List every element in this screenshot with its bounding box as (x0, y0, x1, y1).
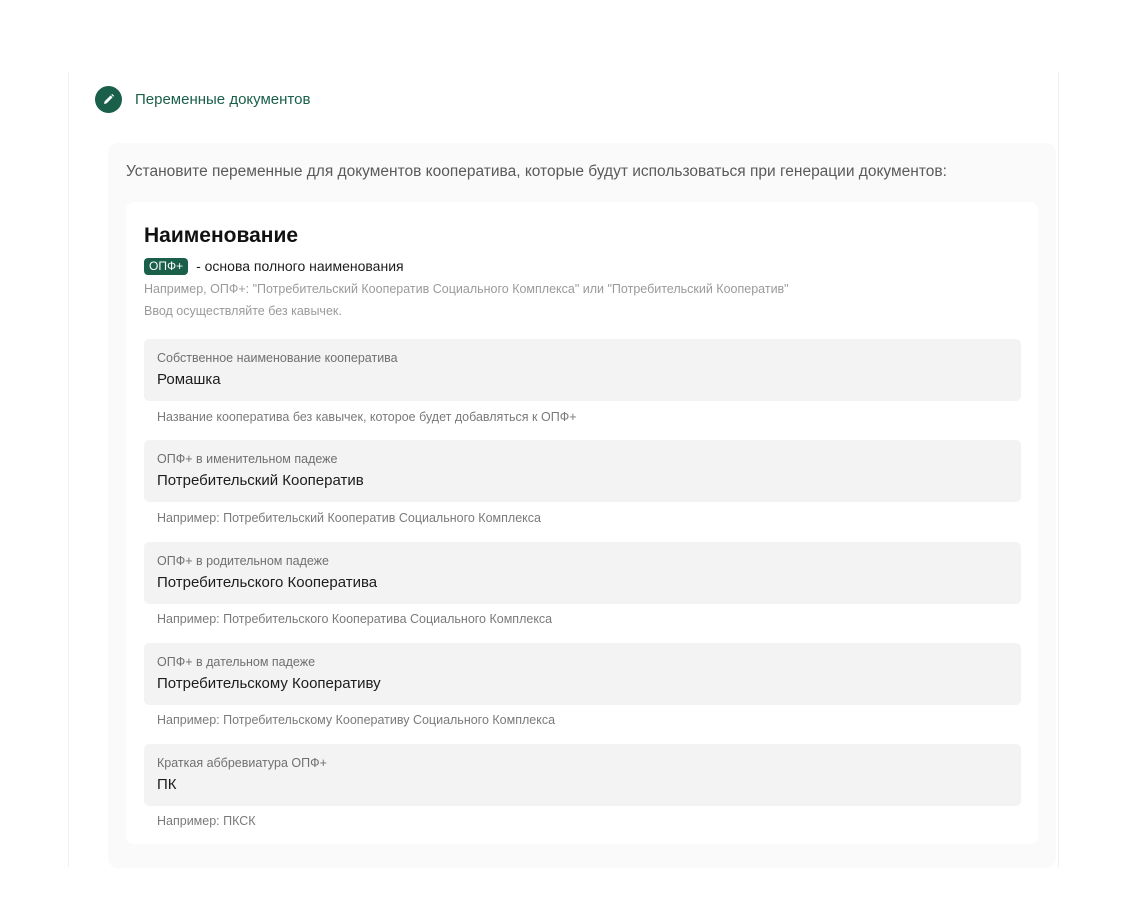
field-hint: Название кооператива без кавычек, которое будет добавляться к ОПФ+ (157, 410, 577, 424)
step-header (95, 85, 310, 113)
field-label: Собственное наименование кооператива (157, 351, 398, 365)
section-title: Наименование (144, 224, 299, 247)
hint-no-quotes: Ввод осуществляйте без кавычек. (144, 304, 342, 318)
hint-example: Например, ОПФ+: "Потребительский Кооператив Социального Комплекса" или "Потребительский Кооператив" (144, 282, 789, 296)
field-value[interactable]: Потребительского Кооператива (157, 574, 378, 591)
badge-line (144, 257, 404, 275)
intro-text: Установите переменные для документов кооператива, которые будут использоваться при генерации документов: (126, 163, 947, 180)
own-name-field[interactable] (144, 339, 1021, 401)
field-hint: Например: Потребительского Кооператива Социального Комплекса (157, 612, 553, 626)
opf-dative-field[interactable] (144, 643, 1021, 705)
field-value[interactable]: Ромашка (157, 371, 221, 388)
field-label: ОПФ+ в родительном падеже (157, 554, 329, 568)
field-hint: Например: Потребительский Кооператив Социального Комплекса (157, 511, 541, 525)
opf-genitive-field[interactable] (144, 542, 1021, 604)
field-hint: Например: Потребительскому Кооперативу Социального Комплекса (157, 713, 556, 727)
opf-badge: ОПФ+ (144, 258, 188, 275)
pencil-icon (95, 86, 122, 113)
opf-abbreviation-field[interactable] (144, 744, 1021, 806)
field-hint: Например: ПКСК (157, 814, 256, 828)
badge-description: - основа полного наименования (196, 258, 404, 274)
step-title: Переменные документов (135, 90, 311, 108)
field-label: Краткая аббревиатура ОПФ+ (157, 756, 327, 770)
field-value[interactable]: Потребительский Кооператив (157, 472, 364, 489)
field-label: ОПФ+ в именительном падеже (157, 452, 338, 466)
field-label: ОПФ+ в дательном падеже (157, 655, 316, 669)
opf-nominative-field[interactable] (144, 440, 1021, 502)
field-value[interactable]: ПК (157, 776, 177, 793)
field-value[interactable]: Потребительскому Кооперативу (157, 675, 381, 692)
